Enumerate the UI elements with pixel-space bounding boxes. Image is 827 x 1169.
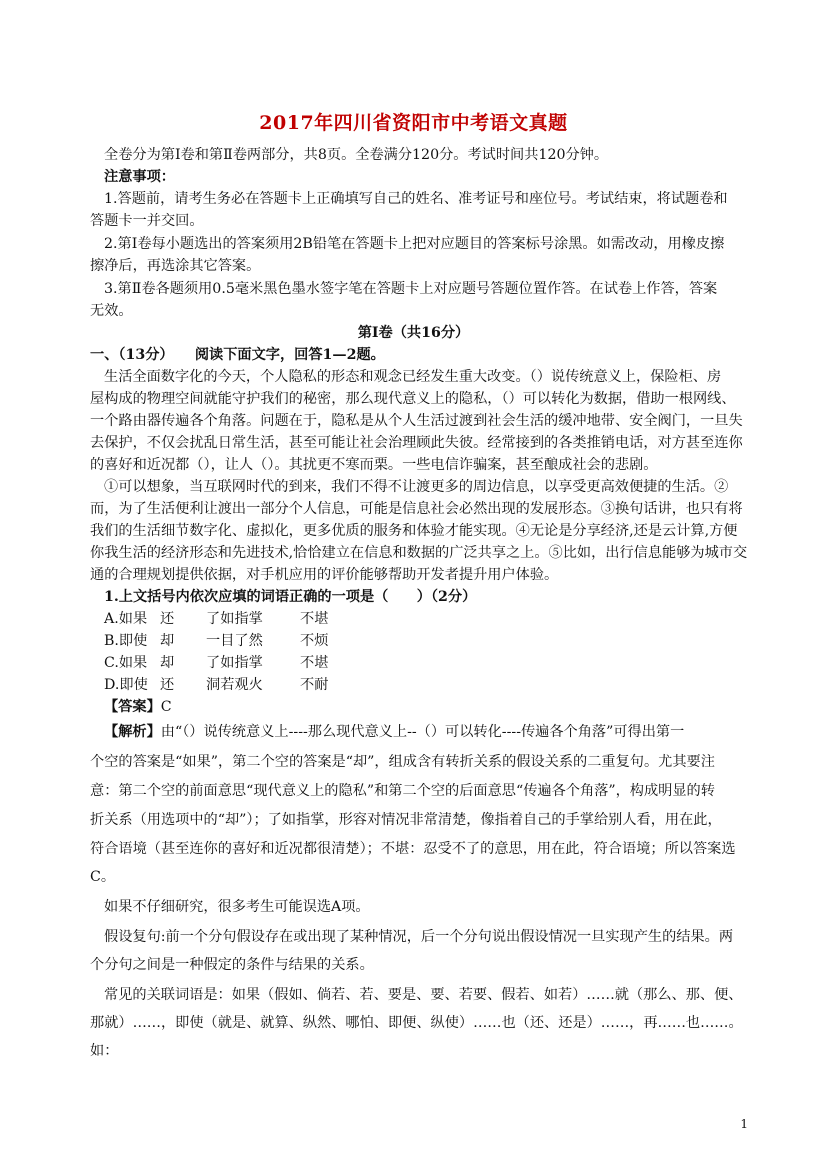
analysis-label: 【解析】 xyxy=(104,724,161,740)
analysis-line: 意：第二个空的前面意思“现代意义上的隐私”和第二个空的后面意思“传遍各个角落”，构成明显的转 xyxy=(90,783,715,799)
option-word-1: 还 xyxy=(160,677,175,693)
passage-line: 去保护，不仅会扰乱日常生活，甚至可能让社会治理顾此失彼。经常接到的各类推销电话，对方甚至连你 xyxy=(90,435,743,451)
option-word-2: 一目了然 xyxy=(206,633,263,649)
option-word-3: 不堪 xyxy=(300,611,329,627)
option-word-3: 不烦 xyxy=(300,633,329,649)
option-word-1: 却 xyxy=(160,633,175,649)
part-heading: 一、（13分） 阅读下面文字，回答1—2题。 xyxy=(90,347,385,363)
option-d xyxy=(104,676,328,694)
analysis-line: 折关系（用选项中的“却”）；了如指掌，形容对情况非常清楚，像指着自己的手掌给别人看，用在此， xyxy=(90,812,722,828)
option-b xyxy=(104,632,328,650)
notice-3-line-2: 无效。 xyxy=(90,303,133,319)
option-word-2: 了如指掌 xyxy=(206,655,263,671)
question-1: 1.上文括号内依次应填的词语正确的一项是（ ）（2分） xyxy=(104,589,477,605)
passage-line: 一个路由器传遍各个角落。问题在于，隐私是从个人生活过渡到社会生活的缓冲地带、安全阀门，一旦失 xyxy=(90,413,743,429)
option-word-2: 洞若观火 xyxy=(206,677,263,693)
intro-text: 全卷分为第Ⅰ卷和第Ⅱ卷两部分，共8页。全卷满分120分。考试时间共120分钟。 xyxy=(104,147,609,163)
option-label: C.如果 xyxy=(104,655,148,671)
option-word-1: 却 xyxy=(160,655,175,671)
option-label: B.即使 xyxy=(104,633,148,649)
analysis-line: 个空的答案是“如果”，第二个空的答案是“却”，组成含有转折关系的假设关系的二重复句。尤其要注 xyxy=(90,754,715,770)
option-a xyxy=(104,610,328,628)
exam-title: 2017年四川省资阳市中考语文真题 xyxy=(259,112,568,134)
option-word-3: 不堪 xyxy=(300,655,329,671)
option-c xyxy=(104,654,328,672)
passage-line: ①可以想象，当互联网时代的到来，我们不得不让渡更多的周边信息，以享受更高效便捷的生活。② xyxy=(104,479,729,495)
option-word-1: 还 xyxy=(160,611,175,627)
notice-1-line-1: 1.答题前，请考生务必在答题卡上正确填写自己的姓名、准考证号和座位号。考试结束，将试题卷和 xyxy=(104,191,728,207)
option-label: D.即使 xyxy=(104,677,148,693)
passage-line: 而，为了生活便利让渡出一部分个人信息，可能是信息社会必然出现的发展形态。③换句话讲，也只有将 xyxy=(90,501,743,517)
analysis-line: 符合语境（甚至连你的喜好和近况都很清楚）；不堪：忍受不了的意思，用在此，符合语境；所以答案选 xyxy=(90,841,736,857)
notice-1-line-2: 答题卡一并交回。 xyxy=(90,213,204,229)
answer-value: C xyxy=(160,699,172,715)
notice-2-line-1: 2.第Ⅰ卷每小题选出的答案须用2B铅笔在答题卡上把对应题目的答案标号涂黑。如需改动，用橡皮擦 xyxy=(104,236,725,252)
passage-line: 的喜好和近况都（），让人（）。其扰更不寒而栗。一些电信诈骗案，甚至酿成社会的悲剧。 xyxy=(90,457,658,473)
option-word-2: 了如指掌 xyxy=(206,611,263,627)
analysis-text: 由“（）说传统意义上----那么现代意义上--（）可以转化----传遍各个角落”可得出第一 xyxy=(160,724,685,740)
passage-line: 你我生活的经济形态和先进技术,恰恰建立在信息和数据的广泛共享之上。⑤比如，出行信息能够为城市交 xyxy=(90,545,748,561)
notice-2-line-2: 擦净后，再选涂其它答案。 xyxy=(90,258,261,274)
note-conjunctions-line-2: 那就）……，即使（就是、就算、纵然、哪怕、即便、纵使）……也（还、还是）……，再……也……。 xyxy=(90,1015,743,1031)
note-misselect: 如果不仔细研究，很多考生可能误选A项。 xyxy=(104,899,370,915)
note-conjunctions-line-3: 如： xyxy=(90,1043,119,1059)
passage-line: 我们的生活细节数字化、虚拟化，更多优质的服务和体验才能实现。④无论是分享经济,还是云计算,方便 xyxy=(90,523,738,539)
page-number: 1 xyxy=(740,1117,748,1131)
option-label: A.如果 xyxy=(104,611,148,627)
note-hypothesis-line-1: 假设复句:前一个分句假设存在或出现了某种情况，后一个分句说出假设情况一旦实现产生的结果。两 xyxy=(104,929,734,945)
notice-3-line-1: 3.第Ⅱ卷各题须用0.5毫米黑色墨水签字笔在答题卡上对应题号答题位置作答。在试卷上作答，答案 xyxy=(104,281,718,297)
notice-heading: 注意事项： xyxy=(104,169,175,185)
note-conjunctions-line-1: 常见的关联词语是：如果（假如、倘若、若、要是、要、若要、假若、如若）……就（那么、那、便、 xyxy=(104,987,743,1003)
passage-line: 生活全面数字化的今天，个人隐私的形态和观念已经发生重大改变。（）说传统意义上，保险柜、房 xyxy=(104,369,722,385)
analysis-line-1 xyxy=(104,723,684,741)
analysis-line: C。 xyxy=(90,869,116,885)
note-hypothesis-line-2: 个分句之间是一种假定的条件与结果的关系。 xyxy=(90,957,374,973)
answer-line xyxy=(104,698,172,716)
answer-label: 【答案】 xyxy=(104,699,161,715)
passage-line: 屋构成的物理空间就能守护我们的秘密，那么现代意义上的隐私，（）可以转化为数据，借助一根网线、 xyxy=(90,391,736,407)
option-word-3: 不耐 xyxy=(300,677,329,693)
passage-line: 通的合理规划提供依据，对手机应用的评价能够帮助开发者提升用户体验。 xyxy=(90,567,559,583)
section-title: 第Ⅰ卷（共16分） xyxy=(357,325,470,341)
